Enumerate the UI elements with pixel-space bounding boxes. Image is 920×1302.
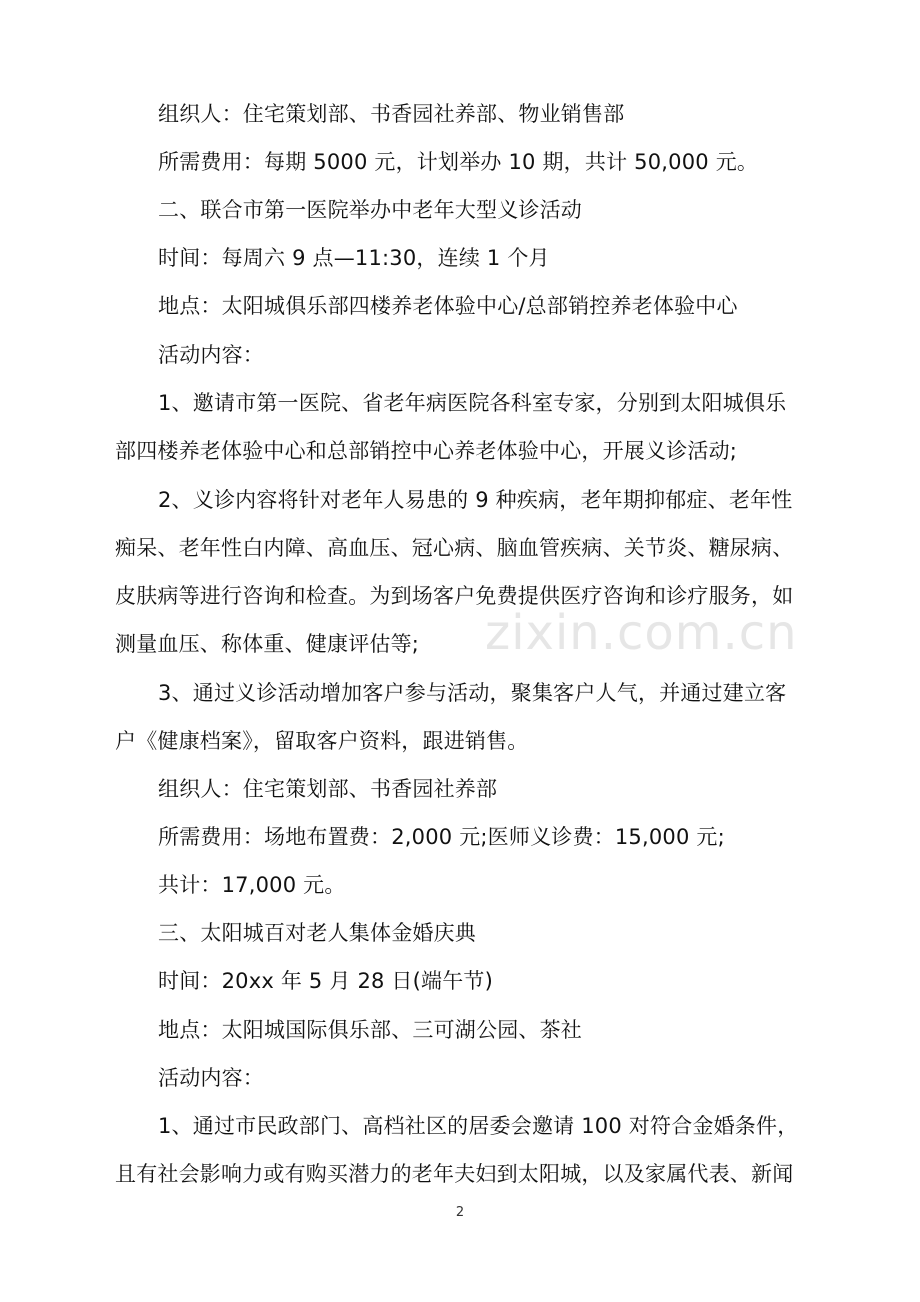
section-heading: 二、联合市第一医院举办中老年大型义诊活动 — [158, 198, 582, 222]
text-line: 3、通过义诊活动增加客户参与活动，聚集客户人气，并通过建立客 — [158, 681, 787, 705]
text-line: 部四楼养老体验中心和总部销控中心养老体验中心，开展义诊活动; — [115, 439, 738, 463]
text-line: 所需费用：每期 5000 元，计划举办 10 期，共计 50,000 元。 — [158, 150, 759, 174]
text-line: 2、义诊内容将针对老年人易患的 9 种疾病，老年期抑郁症、老年性 — [158, 488, 793, 512]
text-line: 时间：20xx 年 5 月 28 日(端午节) — [158, 969, 494, 993]
text-line: 皮肤病等进行咨询和检查。为到场客户免费提供医疗咨询和诊疗服务，如 — [115, 584, 794, 608]
text-line: 地点：太阳城俱乐部四楼养老体验中心/总部销控养老体验中心 — [158, 294, 738, 318]
text-line: 共计：17,000 元。 — [158, 873, 346, 897]
text-line: 组织人：住宅策划部、书香园社养部 — [158, 777, 498, 801]
watermark-text: zixin.com.cn — [485, 605, 798, 661]
text-line: 所需费用：场地布置费：2,000 元;医师义诊费：15,000 元; — [158, 825, 725, 849]
text-line: 时间：每周六 9 点—11:30，连续 1 个月 — [158, 246, 550, 270]
page-number: 2 — [455, 1205, 465, 1220]
text-line: 活动内容： — [158, 1066, 264, 1090]
text-line: 1、邀请市第一医院、省老年病医院各科室专家，分别到太阳城俱乐 — [158, 391, 787, 415]
text-line: 活动内容： — [158, 343, 264, 367]
text-line: 痴呆、老年性白内障、高血压、冠心病、脑血管疾病、关节炎、糖尿病、 — [115, 536, 794, 560]
text-line: 且有社会影响力或有购买潜力的老年夫妇到太阳城，以及家属代表、新闻 — [115, 1162, 794, 1186]
text-line: 户《健康档案》，留取客户资料，跟进销售。 — [115, 729, 529, 753]
text-line: 地点：太阳城国际俱乐部、三可湖公园、茶社 — [158, 1018, 582, 1042]
text-line: 组织人：住宅策划部、书香园社养部、物业销售部 — [158, 102, 625, 126]
text-line: 测量血压、称体重、健康评估等; — [115, 632, 420, 656]
section-heading: 三、太阳城百对老人集体金婚庆典 — [158, 921, 476, 945]
text-line: 1、通过市民政部门、高档社区的居委会邀请 100 对符合金婚条件， — [158, 1114, 799, 1138]
